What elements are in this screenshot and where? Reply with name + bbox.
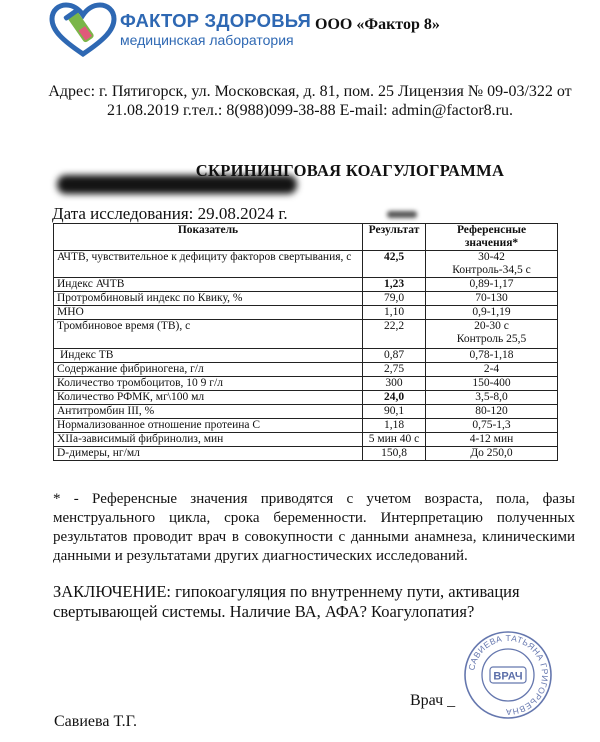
result-value: 5 мин 40 с — [363, 433, 426, 447]
redaction-mark — [387, 211, 417, 218]
reference-range: 0,75-1,3 — [472, 419, 511, 431]
study-date: Дата исследования: 29.08.2024 г. — [52, 204, 288, 223]
brand-name: ФАКТОР ЗДОРОВЬЯ — [120, 10, 312, 31]
doctor-signature-label: Врач _ — [410, 692, 456, 709]
reference-value — [426, 447, 558, 461]
result-value: 150,8 — [363, 447, 426, 461]
reference-value — [426, 363, 558, 377]
organization-name: ООО «Фактор 8» — [315, 16, 440, 33]
result-value: 22,2 — [363, 320, 426, 349]
column-header-reference: Референсные значения* — [426, 224, 558, 251]
result-value: 24,0 — [363, 391, 426, 405]
reference-range: 150-400 — [472, 377, 511, 389]
stamp-center-text: ВРАЧ — [493, 670, 523, 683]
table-row — [54, 306, 558, 320]
indicator-name: МНО — [54, 306, 363, 320]
table-row — [54, 391, 558, 405]
column-header-indicator: Показатель — [54, 224, 363, 251]
reference-range: 0,9-1,19 — [472, 306, 511, 318]
reference-range: 3,5-8,0 — [475, 391, 508, 403]
result-value: 42,5 — [363, 251, 426, 278]
reference-value — [426, 251, 558, 278]
result-value: 1,23 — [363, 278, 426, 292]
indicator-name: АЧТВ, чувствительное к дефициту факторов свертывания, с — [54, 251, 363, 278]
indicator-name: Количество РФМК, мг\100 мл — [54, 391, 363, 405]
table-row — [54, 278, 558, 292]
reference-value — [426, 349, 558, 363]
stamp-ring-text: САВИЕВА ТАТЬЯНА ГРИГОРЬЕВНА — [466, 632, 551, 718]
reference-range: До 250,0 — [470, 447, 513, 459]
result-value: 0,87 — [363, 349, 426, 363]
heart-logo-icon — [48, 2, 118, 58]
reference-footnote: * - Референсные значения приводятся с учетом возраста, пола, фазы менструального цикла, срока беременности. Интерпретацию полученных результатов проводит врач в совокупности с данными анамнеза, клиническими данными и результатами других диагностических исследований. — [53, 491, 575, 564]
indicator-name: Индекс АЧТВ — [54, 278, 363, 292]
indicator-name: D-димеры, нг/мл — [54, 447, 363, 461]
reference-range: 2-4 — [483, 363, 500, 375]
indicator-name: Содержание фибриногена, г/л — [54, 363, 363, 377]
table-row — [54, 320, 558, 349]
result-value: 300 — [363, 377, 426, 391]
table-row — [54, 363, 558, 377]
indicator-name: Протромбиновый индекс по Квику, % — [54, 292, 363, 306]
results-table-body — [54, 251, 558, 461]
result-value: 2,75 — [363, 363, 426, 377]
reference-value — [426, 377, 558, 391]
lab-logo — [48, 2, 312, 54]
doctor-name: Савиева Т.Г. — [54, 713, 138, 730]
reference-range: 0,78-1,18 — [469, 349, 514, 361]
reference-range: 30-42 — [478, 251, 505, 263]
document-title: СКРИНИНГОВАЯ КОАГУЛОГРАММА — [195, 161, 505, 180]
reference-range: 20-30 с — [474, 320, 509, 332]
indicator-name: Нормализованное отношение протеина С — [54, 419, 363, 433]
reference-range: 80-120 — [475, 405, 508, 417]
indicator-name: Антитромбин III, % — [54, 405, 363, 419]
table-row — [54, 292, 558, 306]
table-row — [54, 349, 558, 363]
table-row — [54, 377, 558, 391]
reference-range: 0,89-1,17 — [469, 278, 514, 290]
column-header-result: Результат — [363, 224, 426, 251]
reference-control: Контроль 25,5 — [456, 333, 527, 345]
address-block: Адрес: г. Пятигорск, ул. Московская, д. 81, пом. 25 Лицензия № 09-03/322 от 21.08.2019 г.тел.: 8(988)099-38-88 E-mail: admin@factor8.ru. — [48, 83, 572, 119]
table-row — [54, 447, 558, 461]
conclusion-text: ЗАКЛЮЧЕНИЕ: гипокоагуляция по внутреннему пути, активация свертывающей системы. Наличие ВА, АФА? Коагулопатия? — [53, 582, 520, 621]
result-value: 1,18 — [363, 419, 426, 433]
reference-value — [426, 419, 558, 433]
reference-value — [426, 433, 558, 447]
result-value: 1,10 — [363, 306, 426, 320]
brand-subtitle: медицинская лаборатория — [120, 32, 294, 48]
result-value: 90,1 — [363, 405, 426, 419]
reference-control: Контроль-34,5 с — [452, 264, 531, 276]
reference-value — [426, 278, 558, 292]
indicator-name: Индекс ТВ — [54, 349, 363, 363]
reference-value — [426, 292, 558, 306]
indicator-name: XIIа-зависимый фибринолиз, мин — [54, 433, 363, 447]
doctor-stamp — [462, 629, 554, 721]
reference-value — [426, 320, 558, 349]
reference-value — [426, 405, 558, 419]
reference-range: 70-130 — [475, 292, 508, 304]
indicator-name: Тромбиновое время (ТВ), с — [54, 320, 363, 349]
indicator-name: Количество тромбоцитов, 10 9 г/л — [54, 377, 363, 391]
table-header-row — [54, 224, 558, 251]
table-row — [54, 433, 558, 447]
table-row — [54, 405, 558, 419]
reference-range: 4-12 мин — [469, 433, 514, 445]
reference-value — [426, 391, 558, 405]
results-table — [53, 223, 558, 461]
table-row — [54, 419, 558, 433]
table-row — [54, 251, 558, 278]
reference-value — [426, 306, 558, 320]
result-value: 79,0 — [363, 292, 426, 306]
